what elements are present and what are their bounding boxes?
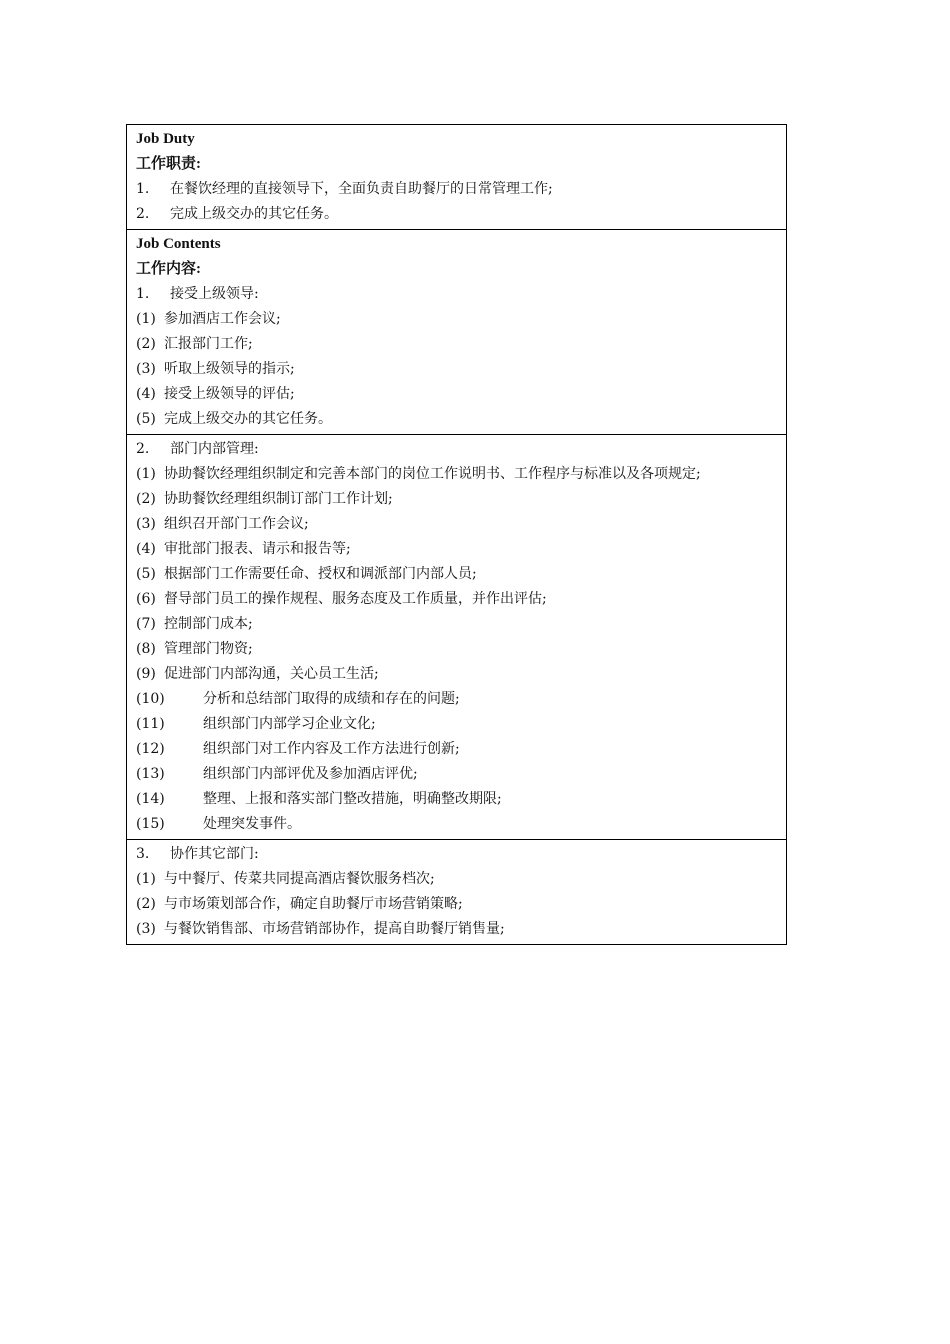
item-text: 听取上级领导的指示;: [164, 361, 295, 377]
group-title: [127, 842, 786, 867]
item-number: (4): [136, 541, 156, 557]
list-item: [127, 382, 786, 407]
item-number: (1): [136, 871, 156, 887]
group-number: 1.: [136, 286, 150, 302]
item-number: (3): [136, 361, 156, 377]
list-item: [127, 332, 786, 357]
item-text: 完成上级交办的其它任务。: [164, 411, 332, 427]
group-title: [127, 437, 786, 462]
list-item: [127, 662, 786, 687]
item-text: 根据部门工作需要任命、授权和调派部门内部人员;: [164, 566, 477, 582]
item-text: 接受上级领导的评估;: [164, 386, 295, 402]
job-contents-heading-en: Job Contents: [136, 236, 221, 252]
item-text: 完成上级交办的其它任务。: [170, 206, 338, 222]
item-number: (1): [136, 311, 156, 327]
list-item: [127, 587, 786, 612]
list-item: [127, 487, 786, 512]
item-number: (2): [136, 896, 156, 912]
list-item: [127, 462, 786, 487]
cooperation-section: [127, 839, 786, 944]
item-text: 组织召开部门工作会议;: [164, 516, 309, 532]
item-text: 促进部门内部沟通，关心员工生活;: [164, 666, 379, 682]
group-title: [127, 282, 786, 307]
item-text: 与中餐厅、传菜共同提高酒店餐饮服务档次;: [164, 871, 435, 887]
item-text: 分析和总结部门取得的成绩和存在的问题;: [203, 691, 460, 707]
item-text: 参加酒店工作会议;: [164, 311, 281, 327]
list-item: [127, 512, 786, 537]
item-text: 组织部门内部学习企业文化;: [203, 716, 376, 732]
list-item: [127, 712, 786, 737]
item-number: (2): [136, 491, 156, 507]
job-duty-item: [127, 202, 786, 227]
item-number: (2): [136, 336, 156, 352]
list-item: [127, 612, 786, 637]
list-item: [127, 892, 786, 917]
list-item: [127, 867, 786, 892]
item-number: (7): [136, 616, 156, 632]
item-text: 与餐饮销售部、市场营销部协作，提高自助餐厅销售量;: [164, 921, 505, 937]
item-text: 组织部门对工作内容及工作方法进行创新;: [203, 741, 460, 757]
item-number: (3): [136, 921, 156, 937]
item-text: 审批部门报表、请示和报告等;: [164, 541, 351, 557]
item-number: (14): [136, 791, 165, 807]
item-text: 控制部门成本;: [164, 616, 253, 632]
item-number: (3): [136, 516, 156, 532]
group-number: 2.: [136, 441, 150, 457]
group-number: 3.: [136, 846, 150, 862]
item-number: 1.: [136, 181, 150, 197]
item-number: (12): [136, 741, 165, 757]
item-text: 管理部门物资;: [164, 641, 253, 657]
list-item: [127, 562, 786, 587]
list-item: [127, 407, 786, 432]
item-text: 与市场策划部合作，确定自助餐厅市场营销策略;: [164, 896, 463, 912]
list-item: [127, 357, 786, 382]
item-number: (6): [136, 591, 156, 607]
job-contents-heading-cn: 工作内容:: [136, 261, 201, 277]
item-text: 汇报部门工作;: [164, 336, 253, 352]
item-text: 协助餐饮经理组织制定和完善本部门的岗位工作说明书、工作程序与标准以及各项规定;: [164, 466, 701, 482]
job-description-table: [126, 124, 787, 945]
item-number: 2.: [136, 206, 150, 222]
group-title-text: 协作其它部门:: [170, 846, 259, 862]
list-item: [127, 762, 786, 787]
item-number: (8): [136, 641, 156, 657]
job-duty-heading-cn: 工作职责:: [136, 156, 201, 172]
job-duty-section: [127, 125, 786, 229]
item-number: (11): [136, 716, 165, 732]
item-number: (15): [136, 816, 165, 832]
list-item: [127, 917, 786, 942]
list-item: [127, 537, 786, 562]
list-item: [127, 687, 786, 712]
group-title-text: 接受上级领导:: [170, 286, 259, 302]
item-text: 组织部门内部评优及参加酒店评优;: [203, 766, 418, 782]
job-contents-section: [127, 229, 786, 434]
item-number: (5): [136, 411, 156, 427]
item-number: (10): [136, 691, 165, 707]
item-number: (13): [136, 766, 165, 782]
list-item: [127, 787, 786, 812]
item-text: 督导部门员工的操作规程、服务态度及工作质量，并作出评估;: [164, 591, 547, 607]
job-duty-item: [127, 177, 786, 202]
item-number: (1): [136, 466, 156, 482]
item-text: 协助餐饮经理组织制订部门工作计划;: [164, 491, 393, 507]
group-title-text: 部门内部管理:: [170, 441, 259, 457]
item-text: 处理突发事件。: [203, 816, 301, 832]
list-item: [127, 637, 786, 662]
item-text: 整理、上报和落实部门整改措施，明确整改期限;: [203, 791, 502, 807]
list-item: [127, 812, 786, 837]
job-duty-heading-en: Job Duty: [136, 131, 195, 147]
list-item: [127, 307, 786, 332]
item-text: 在餐饮经理的直接领导下，全面负责自助餐厅的日常管理工作;: [170, 181, 553, 197]
item-number: (5): [136, 566, 156, 582]
item-number: (9): [136, 666, 156, 682]
internal-management-section: [127, 434, 786, 839]
list-item: [127, 737, 786, 762]
item-number: (4): [136, 386, 156, 402]
